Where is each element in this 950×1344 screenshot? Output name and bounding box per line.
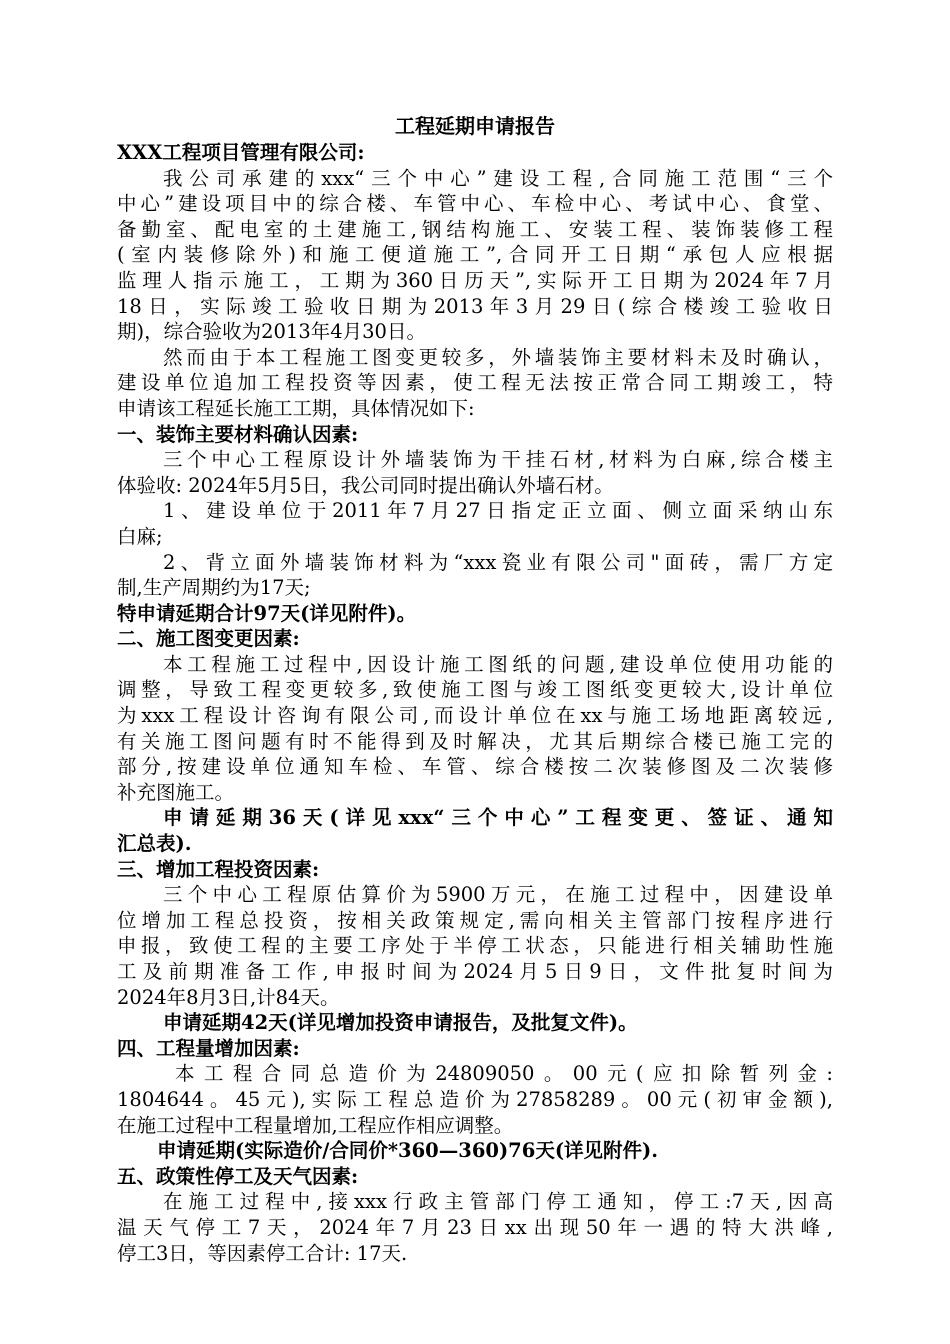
text-line: 五、政策性停工及天气因素: (117, 1164, 359, 1188)
text-line: 在施工过程中工程量增加,工程应作相应调整。 (117, 1113, 514, 1137)
text-line: 建设单位追加工程投资等因素，使工程无法按正常合同工期竣工，特 (117, 371, 833, 395)
document-body (117, 166, 833, 1267)
text-line: 2024年8月3日,计84天。 (117, 985, 340, 1009)
text-line: 本工程施工过程中,因设计施工图纸的问题,建设单位使用功能的 (163, 652, 833, 676)
text-line: 申报，致使工程的主要工序处于半停工状态，只能进行相关辅助性施 (117, 934, 833, 958)
text-line: 体验收: 2024年5月5日，我公司同时提出确认外墙石材。 (117, 473, 614, 497)
text-line: 三个中心工程原估算价为5900万元，在施工过程中，因建设单 (163, 883, 833, 907)
document-title: 工程延期申请报告 (395, 114, 555, 138)
text-line: 1、建设单位于2011年7月27日指定正立面、侧立面采纳山东 (163, 499, 833, 523)
text-line: 调整，导致工程变更较多,致使施工图与竣工图纸变更较大,设计单位 (117, 678, 833, 702)
text-line: 在施工过程中,接xxx行政主管部门停工通知，停工:7天,因高 (163, 1190, 833, 1214)
text-line: 停工3日，等因素停工合计: 17天. (117, 1241, 408, 1265)
text-line: 温天气停工7天，2024年7月23日xx出现50年一遇的特大洪峰, (117, 1215, 833, 1239)
text-line: 申请延期(实际造价/合同价*360—360)76天(详见附件). (157, 1139, 659, 1163)
text-line: 白麻; (117, 524, 163, 548)
text-line: 三、增加工程投资因素: (117, 857, 320, 881)
text-line: 申请该工程延长施工工期，具体情况如下: (117, 396, 475, 420)
text-line: 1804644。45元),实际工程总造价为27858289。00元(初审金额), (117, 1087, 833, 1111)
text-line: 为xxx工程设计咨询有限公司,而设计单位在xx与施工场地距离较远, (117, 704, 833, 728)
text-line: 补充图施工。 (117, 780, 235, 804)
text-line: 然而由于本工程施工图变更较多，外墙装饰主要材料未及时确认， (163, 345, 833, 369)
addressee: XXX工程项目管理有限公司: (117, 141, 365, 164)
text-line: 申请延期36天(详见xxx“三个中心”工程变更、签证、通知 (163, 806, 833, 830)
text-line: 监理人指示施工，工期为360日历天”,实际开工日期为2024年7月 (117, 268, 833, 292)
text-line: 汇总表). (117, 832, 192, 856)
text-line: 部分,按建设单位通知车检、车管、综合楼按二次装修图及二次装修 (117, 755, 833, 779)
text-line: 申请延期42天(详见增加投资申请报告，及批复文件)。 (163, 1011, 638, 1035)
text-line: (室内装修除外)和施工便道施工”,合同开工日期“承包人应根据 (117, 243, 833, 267)
text-line: 本工程合同总造价为24809050。00元(应扣除暂列金: (175, 1062, 833, 1086)
text-line: 有关施工图问题有时不能得到及时解决，尤其后期综合楼已施工完的 (117, 729, 833, 753)
text-line: 备勤室、配电室的土建施工,钢结构施工、安装工程、装饰装修工程 (117, 217, 833, 241)
text-line: 中心”建设项目中的综合楼、车管中心、车检中心、考试中心、食堂、 (117, 192, 833, 216)
text-line: 四、工程量增加因素: (117, 1036, 300, 1060)
text-line: 二、施工图变更因素: (117, 627, 300, 651)
text-line: 期)，综合验收为2013年4月30日。 (117, 320, 426, 344)
text-line: 我公司承建的xxx“三个中心”建设工程,合同施工范围“三个 (163, 166, 833, 190)
text-line: 18日，实际竣工验收日期为2013年3月29日(综合楼竣工验收日 (117, 294, 833, 318)
text-line: 位增加工程总投资，按相关政策规定,需向相关主管部门按程序进行 (117, 908, 833, 932)
document-page (117, 112, 833, 1266)
text-line: 制,生产周期约为17天; (117, 576, 311, 600)
text-line: 2、背立面外墙装饰材料为“xxx瓷业有限公司"面砖，需厂方定 (163, 550, 833, 574)
text-line: 一、装饰主要材料确认因素: (117, 422, 359, 446)
text-line: 特申请延期合计97天(详见附件)。 (117, 601, 417, 625)
text-line: 工及前期准备工作,申报时间为2024月5日9日，文件批复时间为 (117, 960, 833, 983)
text-line: 三个中心工程原设计外墙装饰为干挂石材,材料为白麻,综合楼主 (163, 448, 833, 472)
